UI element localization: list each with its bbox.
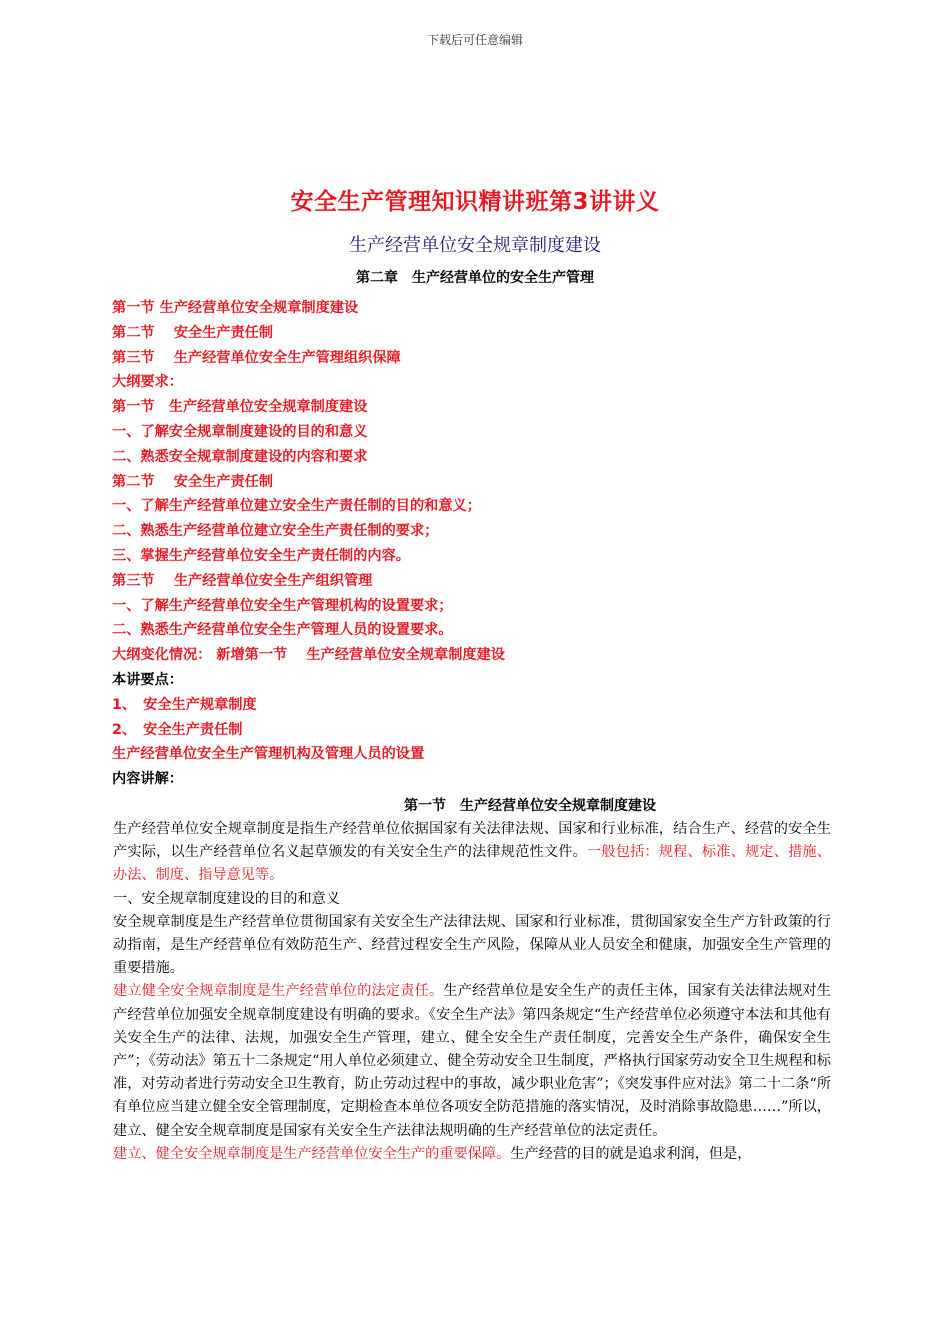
subsection-heading: 一、安全规章制度建设的目的和意义 — [113, 890, 341, 907]
outline-line: 第二节 安全生产责任制 — [112, 473, 274, 490]
paragraph — [113, 911, 831, 981]
outline-line: 第三节 生产经营单位安全生产组织管理 — [112, 572, 373, 589]
outline-line: 第二节 安全生产责任制 — [112, 324, 274, 341]
outline-line: 三、掌握生产经营单位安全生产责任制的内容。 — [112, 547, 410, 564]
outline-line: 大纲变化情况： 新增第一节 生产经营单位安全规章制度建设 — [112, 647, 505, 664]
outline-line: 大纲要求： — [112, 374, 183, 391]
outline-line: 1、 安全生产规章制度 — [112, 696, 257, 713]
outline-line: 二、熟悉生产经营单位安全生产管理人员的设置要求。 — [112, 622, 453, 639]
paragraph-emphasis: 建立、健全安全规章制度是生产经营单位安全生产的重要保障。 — [113, 1145, 511, 1162]
outline-line: 一、了解生产经营单位建立安全生产责任制的目的和意义； — [112, 498, 481, 515]
paragraph-emphasis: 建立健全安全规章制度是生产经营单位的法定责任。 — [113, 983, 444, 1000]
paragraph — [113, 1143, 831, 1166]
section-heading: 第一节 生产经营单位安全规章制度建设 — [404, 798, 656, 814]
outline-line: 二、熟悉安全规章制度建设的内容和要求 — [112, 448, 368, 465]
paragraph-text: 生产经营单位是安全生产的责任主体，国家有关法律法规对生产经营单位加强安全规章制度建设有明确的要求。《安全生产法》第四条规定“生产经营单位必须遵守本法和其他有关安全生产的法律、法规，加强安全生产管理，建立、健全安全生产责任制度，完善安全生产条件，确保安全生产”；《劳动法》第五十二条规定“用人单位必须建立、健全劳动安全卫生制度，严格执行国家劳动安全卫生规程和标准，对劳动者进行劳动安全卫生教育，防止劳动过程中的事故，减少职业危害”；《突发事件应对法》第二十二条“所有单位应当建立健全安全管理制度，定期检查本单位各项安全防范措施的落实情况，及时消除事故隐患……”所以，建立、健全安全规章制度是国家有关安全生产法律法规明确的生产经营单位的法定责任。 — [113, 983, 831, 1139]
outline-line: 生产经营单位安全生产管理机构及管理人员的设置 — [112, 746, 425, 763]
outline-line: 第三节 生产经营单位安全生产管理组织保障 — [112, 349, 401, 366]
paragraph — [113, 980, 831, 1142]
paragraph — [113, 888, 831, 911]
page-header: 下载后可任意编辑 — [426, 33, 523, 47]
paragraph — [113, 818, 831, 888]
outline-line: 2、 安全生产责任制 — [112, 721, 243, 738]
chapter-heading: 第二章 生产经营单位的安全生产管理 — [356, 270, 594, 286]
outline-line: 第一节 生产经营单位安全规章制度建设 — [112, 399, 368, 416]
outline-line: 一、了解生产经营单位安全生产管理机构的设置要求； — [112, 597, 453, 614]
document-subtitle: 生产经营单位安全规章制度建设 — [349, 235, 601, 256]
outline-list — [112, 296, 852, 792]
outline-line: 内容讲解： — [112, 771, 183, 788]
paragraph-text: 生产经营的目的就是追求利润，但是， — [510, 1145, 752, 1162]
outline-line: 第一节 生产经营单位安全规章制度建设 — [112, 300, 359, 316]
paragraph-text: 生产经营单位安全规章制度是指生产经营单位依据国家有关法律法规、国家和行业标准，结合生产、经营的安全生产实际，以生产经营单位名义起草颁发的有关安全生产的法律规范性文件。 — [113, 821, 831, 861]
document-title: 安全生产管理知识精讲班第3讲讲义 — [290, 189, 660, 215]
paragraph-text: 安全规章制度是生产经营单位贯彻国家有关安全生产法律法规、国家和行业标准，贯彻国家安全生产方针政策的行动指南，是生产经营单位有效防范生产、经营过程安全生产风险，保障从业人员安全和健康，加强安全生产管理的重要措施。 — [113, 913, 831, 977]
body-text — [113, 818, 831, 1166]
paragraph-emphasis: 一般包括：规程、标准、规定、措施、办法、制度、指导意见等。 — [113, 844, 831, 884]
outline-line: 一、了解安全规章制度建设的目的和意义 — [112, 423, 368, 440]
outline-line: 二、熟悉生产经营单位建立安全生产责任制的要求； — [112, 523, 439, 540]
outline-line: 本讲要点： — [112, 671, 183, 688]
